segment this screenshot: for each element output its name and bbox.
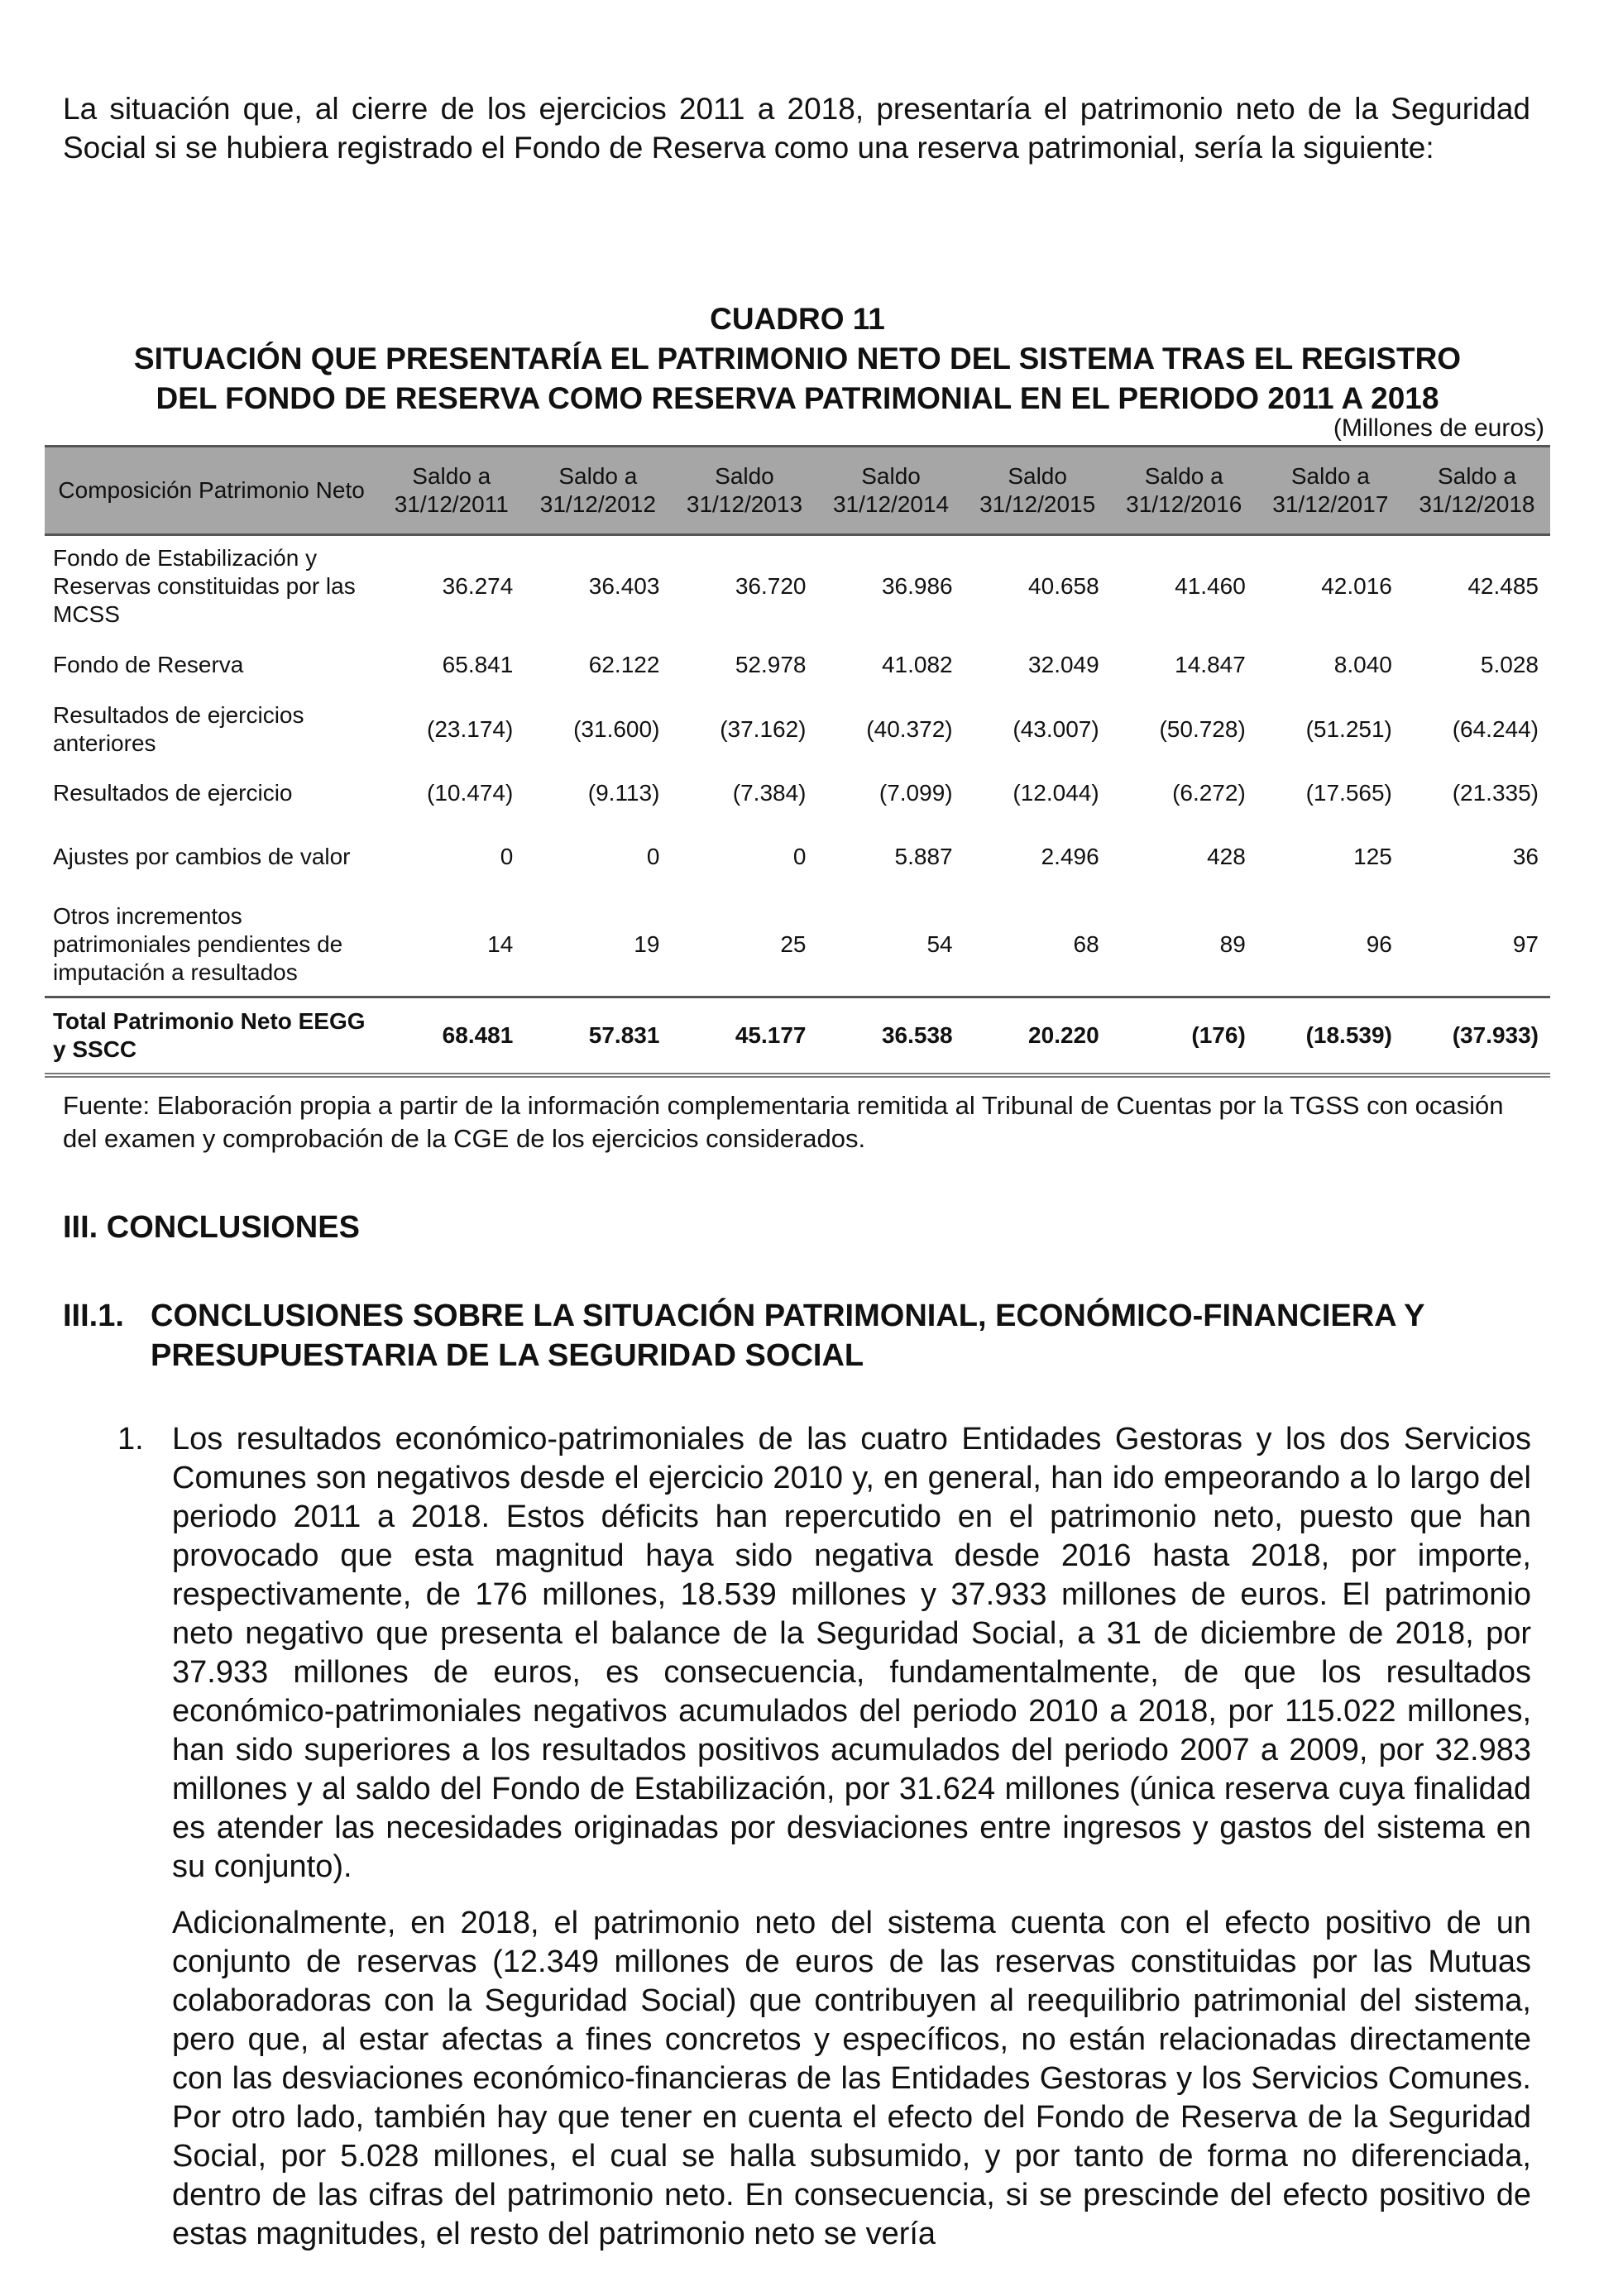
header-cell: Saldo 31/12/2013 <box>671 447 817 535</box>
table-cell: 52.978 <box>735 652 807 677</box>
table-source-note: Fuente: Elaboración propia a partir de la información complementaria remitida al Tribunal de Cuentas por la TGSS con ocasión del examen y comprobación de la CGE de los ejercicios considerados. <box>63 1091 1504 1153</box>
table-cell: 41.460 <box>1175 573 1246 599</box>
table-cell: 97 <box>1512 931 1539 957</box>
table-header-row <box>45 447 1550 535</box>
row-label: Ajustes por cambios de valor <box>53 844 351 869</box>
table-cell: 5.028 <box>1480 652 1539 677</box>
table-cell: 96 <box>1366 931 1392 957</box>
table-cell: 36.986 <box>881 573 953 599</box>
row-label: Otros incrementos patrimoniales pendientes de imputación a resultados <box>53 903 343 985</box>
total-cell: 36.538 <box>818 997 965 1076</box>
table-cell: 14 <box>487 931 514 957</box>
table-cell: (31.600) <box>573 716 660 742</box>
table-row <box>45 637 1550 693</box>
table-units: (Millones de euros) <box>1333 414 1544 442</box>
table-cell: (23.174) <box>427 716 514 742</box>
table-row <box>45 693 1550 766</box>
table-cell: 54 <box>926 931 953 957</box>
table-title-line-2: DEL FONDO DE RESERVA COMO RESERVA PATRIMONIAL EN EL PERIODO 2011 A 2018 <box>156 381 1439 415</box>
total-cell: 57.831 <box>524 997 671 1076</box>
table-cell: 25 <box>780 931 807 957</box>
total-cell: (176) <box>1111 997 1257 1076</box>
table-cell: 19 <box>634 931 660 957</box>
table-cell: 5.887 <box>894 844 953 869</box>
table-cell: 89 <box>1219 931 1246 957</box>
table-cell: (6.272) <box>1172 780 1246 806</box>
table-cell: (7.384) <box>732 780 807 806</box>
table-label: CUADRO 11 <box>710 302 885 336</box>
header-cell: Saldo a 31/12/2011 <box>378 447 524 535</box>
table-cell: 36.274 <box>442 573 514 599</box>
table-cell: 0 <box>792 844 807 869</box>
header-cell: Saldo a 31/12/2017 <box>1257 447 1404 535</box>
header-cell: Saldo 31/12/2015 <box>965 447 1111 535</box>
total-cell: (18.539) <box>1257 997 1404 1076</box>
table-title-line-1: SITUACIÓN QUE PRESENTARÍA EL PATRIMONIO NETO DEL SISTEMA TRAS EL REGISTRO <box>133 342 1462 375</box>
table-cell: (9.113) <box>587 780 660 806</box>
table-cell: 36.720 <box>735 573 807 599</box>
row-label: Resultados de ejercicio <box>53 780 293 806</box>
table-cell: (37.162) <box>720 716 807 742</box>
table-cell: 125 <box>1353 844 1392 869</box>
table-cell: 36.403 <box>588 573 660 599</box>
table-cell: 8.040 <box>1333 652 1392 677</box>
table-cell: (7.099) <box>878 780 953 806</box>
table-cell: (51.251) <box>1305 716 1392 742</box>
section-title: III. CONCLUSIONES <box>63 1210 360 1245</box>
header-cell: Saldo a 31/12/2018 <box>1404 447 1550 535</box>
table-cell: 32.049 <box>1028 652 1099 677</box>
header-cell: Composición Patrimonio Neto <box>45 447 378 535</box>
table-cell: 2.496 <box>1041 844 1099 869</box>
row-label: Resultados de ejercicios anteriores <box>53 702 304 756</box>
header-cell: Saldo a 31/12/2012 <box>524 447 671 535</box>
row-label: Fondo de Reserva <box>53 652 244 677</box>
subsection-title: CONCLUSIONES SOBRE LA SITUACIÓN PATRIMONIAL, ECONÓMICO-FINANCIERA Y PRESUPUESTARIA DE LA SEGURIDAD SOCIAL <box>151 1299 1424 1373</box>
total-cell: (37.933) <box>1404 997 1550 1076</box>
table-cell: (10.474) <box>427 780 514 806</box>
subsection-number: III.1. <box>63 1299 124 1333</box>
table-cell: 68 <box>1073 931 1099 957</box>
table-cell: (64.244) <box>1452 716 1539 742</box>
table-cell: (43.007) <box>1013 716 1099 742</box>
header-cell: Saldo a 31/12/2016 <box>1111 447 1257 535</box>
table-cell: 428 <box>1207 844 1246 869</box>
row-label: Fondo de Estabilización y Reservas constituidas por las MCSS <box>53 545 356 627</box>
intro-paragraph: La situación que, al cierre de los ejercicios 2011 a 2018, presentaría el patrimonio neto de la Seguridad Social si se hubiera registrado el Fondo de Reserva como una reserva patrimonial, sería la siguiente: <box>63 92 1530 165</box>
total-cell: 20.220 <box>965 997 1111 1076</box>
table-cell: 40.658 <box>1028 573 1099 599</box>
table-cell: 41.082 <box>881 652 953 677</box>
table-row <box>45 893 1550 997</box>
header-cell: Saldo 31/12/2014 <box>818 447 965 535</box>
list-item-number: 1. <box>117 1422 144 1457</box>
table-cell: (50.728) <box>1159 716 1246 742</box>
conclusion-paragraph-2: Adicionalmente, en 2018, el patrimonio neto del sistema cuenta con el efecto positivo de un conjunto de reservas (12.349 millones de euros de las reservas constituidas por las Mutuas colaboradoras con la Seguridad Social) que contribuyen al reequilibrio patrimonial del sistema, pero que, al estar afectas a fines concretos y específicos, no están relacionadas directamente con las desviaciones económico-financieras de las Entidades Gestoras y los Servicios Comunes. Por otro lado, también hay que tener en cuenta el efecto del Fondo de Reserva de la Seguridad Social, por 5.028 millones, el cual se halla subsumido, y por tanto de forma no diferenciada, dentro de las cifras del patrimonio neto. En consecuencia, si se prescinde del efecto positivo de estas magnitudes, el resto del patrimonio neto se vería <box>172 1906 1531 2251</box>
total-label: Total Patrimonio Neto EEGG y SSCC <box>45 997 378 1076</box>
table-cell: 0 <box>500 844 514 869</box>
table-total-row <box>45 997 1550 1076</box>
conclusion-paragraph-1: Los resultados económico-patrimoniales de las cuatro Entidades Gestoras y los dos Servicios Comunes son negativos desde el ejercicio 2010 y, en general, han ido empeorando a lo largo del periodo 2011 a 2018. Estos déficits han repercutido en el patrimonio neto, puesto que han provocado que esta magnitud haya sido negativa desde 2016 hasta 2018, por importe, respectivamente, de 176 millones, 18.539 millones y 37.933 millones de euros. El patrimonio neto negativo que presenta el balance de la Seguridad Social, a 31 de diciembre de 2018, por 37.933 millones de euros, es consecuencia, fundamentalmente, de que los resultados económico-patrimoniales negativos acumulados del periodo 2010 a 2018, por 115.022 millones, han sido superiores a los resultados positivos acumulados del periodo 2007 a 2009, por 32.983 millones y al saldo del Fondo de Estabilización, por 31.624 millones (única reserva cuya finalidad es atender las necesidades originadas por desviaciones entre ingresos y gastos del sistema en su conjunto). <box>172 1422 1531 1884</box>
table-cell: 42.485 <box>1467 573 1539 599</box>
table-row <box>45 535 1550 638</box>
total-cell: 68.481 <box>378 997 524 1076</box>
table-row <box>45 766 1550 820</box>
table-cell: (21.335) <box>1452 780 1539 806</box>
table-cell: (40.372) <box>866 716 953 742</box>
table-heading <box>45 299 1550 419</box>
table-cell: (12.044) <box>1013 780 1099 806</box>
table-cell: 62.122 <box>588 652 660 677</box>
table-cell: 42.016 <box>1321 573 1392 599</box>
table-cell: 36 <box>1512 844 1539 869</box>
table-cell: (17.565) <box>1305 780 1392 806</box>
table-cell: 14.847 <box>1175 652 1246 677</box>
table-cell: 0 <box>646 844 660 869</box>
total-cell: 45.177 <box>671 997 817 1076</box>
table-row <box>45 820 1550 893</box>
patrimonio-table <box>45 445 1550 1078</box>
table-cell: 65.841 <box>442 652 514 677</box>
